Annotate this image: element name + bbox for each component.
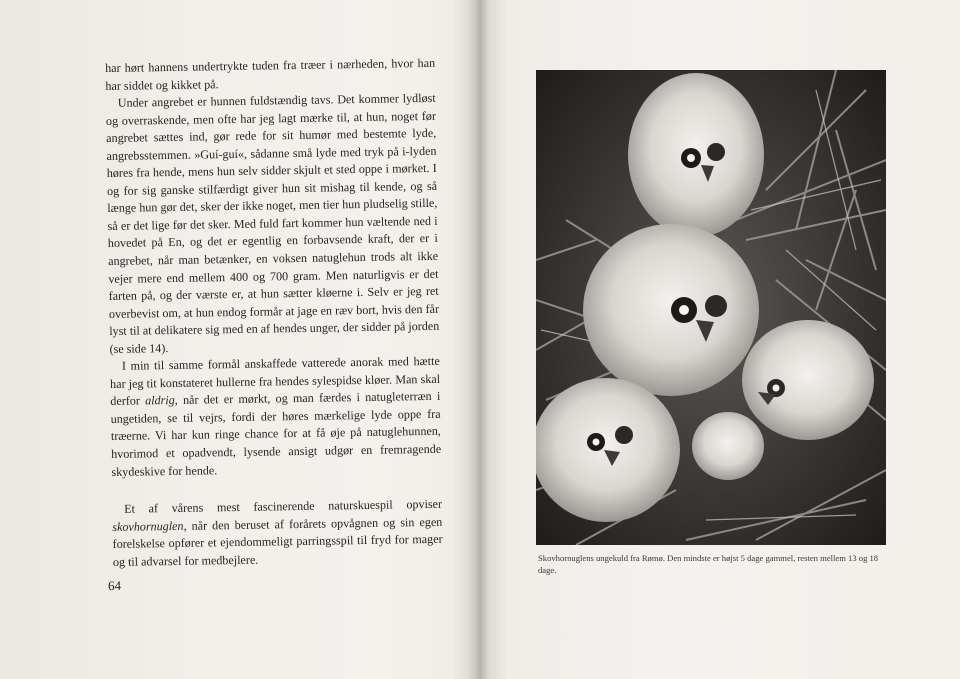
page-number: 64 [107,577,122,594]
left-page-text [105,55,444,620]
photo-caption: Skovhornuglens ungekuld fra Rømø. Den mindste er højst 5 dage gammel, resten mellem 13 og 18 dage. [538,553,879,575]
paragraph-1: har hørt hannens undertrykte tuden fra træer i nærheden, hvor han har siddet og kikket på. [105,55,436,93]
paragraph-3 [110,353,442,481]
paragraph-4-text-a: Et af vårens mest fascinerende naturskuespil opviser [124,496,443,516]
paragraph-3-text-b: når det er mørkt, og man færdes i natugleterræn i ungetiden, se til vejrs, fordi der høres mærkelige lyde oppe fra træerne. Vi har kun ringe chance for at få øje på natuglehunnen, hvorimod et opadvendt, lysende ansigt udgør en fremragende skydeskive for hende. [110,389,442,479]
owl-chicks-photo [536,70,886,545]
paragraph-3-emphasis: aldrig, [145,393,178,408]
paragraph-4-emphasis: skovhornuglen, [112,518,187,534]
paragraph-4 [112,496,443,571]
paragraph-3-text-a: I min til samme formål anskaffede vatterede anorak med hætte har jeg tit konstateret hullerne fra hendes sylespidse kløer. Man skal derfor [109,354,441,409]
owl-chicks-in-nest-illustration [536,70,886,545]
book-gutter [468,0,490,679]
paragraph-4-text-b: når den beruset af forårets opvågnen og sin egen forelskelse opfører et ejendommeligt parringsspil til fryd for mager og til advarsel for medbejlere. [112,514,443,569]
paragraph-2: Under angrebet er hunnen fuldstændig tavs. Det kommer lydløst og overraskende, men ofte har jeg lagt mærke til, at hun, noget før angrebet sættes ind, gør rede for sit humør med bestemte lyde, angrebsstemmen. »Guí-guí«, sådanne små lyde med tryk på i-lyden høres fra hende, mens hun selv sidder skjult et sted oppe i mørket. I og for sig ganske stilfærdigt giver hun sit mishag til kende, og så længe hun gør det, sker der ikke noget, men tier hun pludselig stille, så er det lige før det sker. Med fuld fart kommer hun væltende ned i hovedet på En, og det er egentlig en forbavsende kraft, der er i angrebet, når man betænker, en voksen natuglehun trods alt ikke vejer mere end mellem 400 og 700 gram. Men naturligvis er det farten på, og der værste er, at hun sætter kløerne i. Selv er jeg ret overbevist om, at hun endog formår at jage en ræv bort, hvis den får lyst til at delikatere sig med en af hendes unger, der sidder på jorden (se side 14). [105,90,440,356]
